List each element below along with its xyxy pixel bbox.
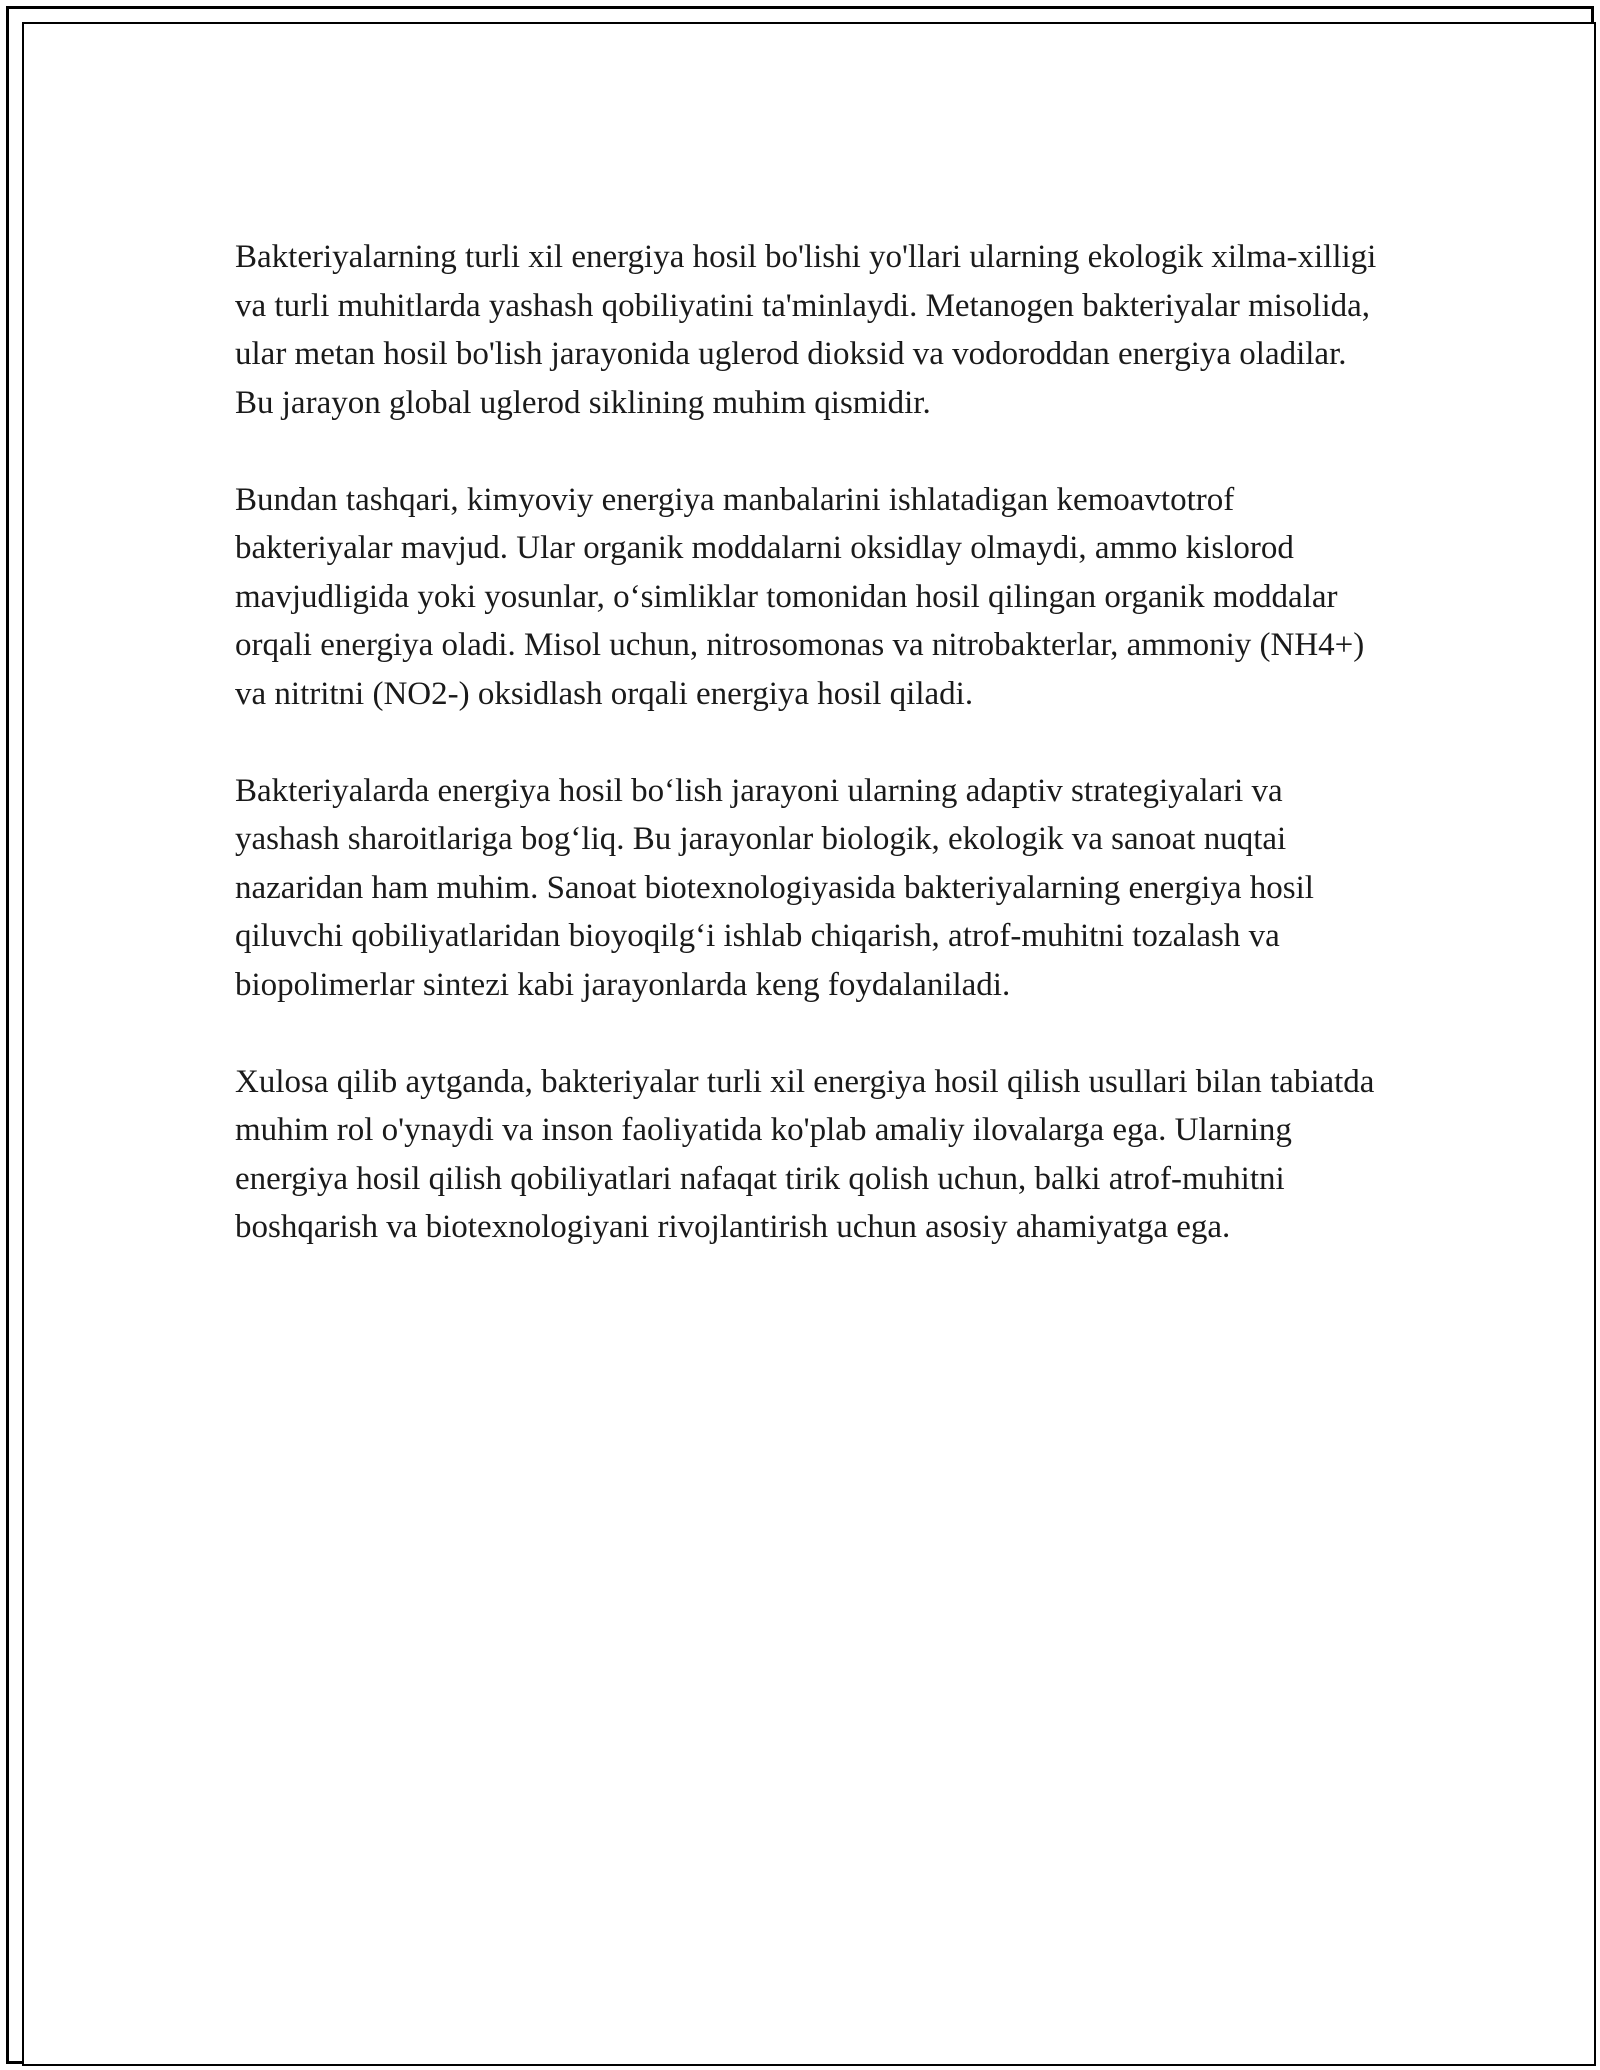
document-body <box>235 233 1385 1252</box>
paragraph-3: Bakteriyalarda energiya hosil bo‘lish jarayoni ularning adaptiv strategiyalari va yashash sharoitlariga bog‘liq. Bu jarayonlar biologik, ekologik va sanoat nuqtai nazaridan ham muhim. Sanoat biotexnologiyasida bakteriyalarning energiya hosil qiluvchi qobiliyatlaridan bioyoqilg‘i ishlab chiqarish, atrof-muhitni tozalash va biopolimerlar sintezi kabi jarayonlarda keng foydalaniladi. <box>235 772 1314 1003</box>
paragraph-2: Bundan tashqari, kimyoviy energiya manbalarini ishlatadigan kemoavtotrof bakteriyalar mavjud. Ular organik moddalarni oksidlay olmaydi, ammo kislorod mavjudligida yoki yosunlar, o‘simliklar tomonidan hosil qilingan organik moddalar orqali energiya oladi. Misol uchun, nitrosomonas va nitrobakterlar, ammoniy (NH4+) va nitritni (NO2-) oksidlash orqali energiya hosil qiladi. <box>235 481 1365 712</box>
paragraph-4: Xulosa qilib aytganda, bakteriyalar turli xil energiya hosil qilish usullari bilan tabiatda muhim rol o'ynaydi va inson faoliyatida ko'plab amaliy ilovalarga ega. Ularning energiya hosil qilish qobiliyatlari nafaqat tirik qolish uchun, balki atrof-muhitni boshqarish va biotexnologiyani rivojlantirish uchun asosiy ahamiyatga ega. <box>235 1063 1375 1245</box>
paragraph-1: Bakteriyalarning turli xil energiya hosil bo'lishi yo'llari ularning ekologik xilma-xilligi va turli muhitlarda yashash qobiliyatini ta'minlaydi. Metanogen bakteriyalar misolida, ular metan hosil bo'lish jarayonida uglerod dioksid va vodoroddan energiya oladilar. Bu jarayon global uglerod siklining muhim qismidir. <box>235 239 1377 421</box>
